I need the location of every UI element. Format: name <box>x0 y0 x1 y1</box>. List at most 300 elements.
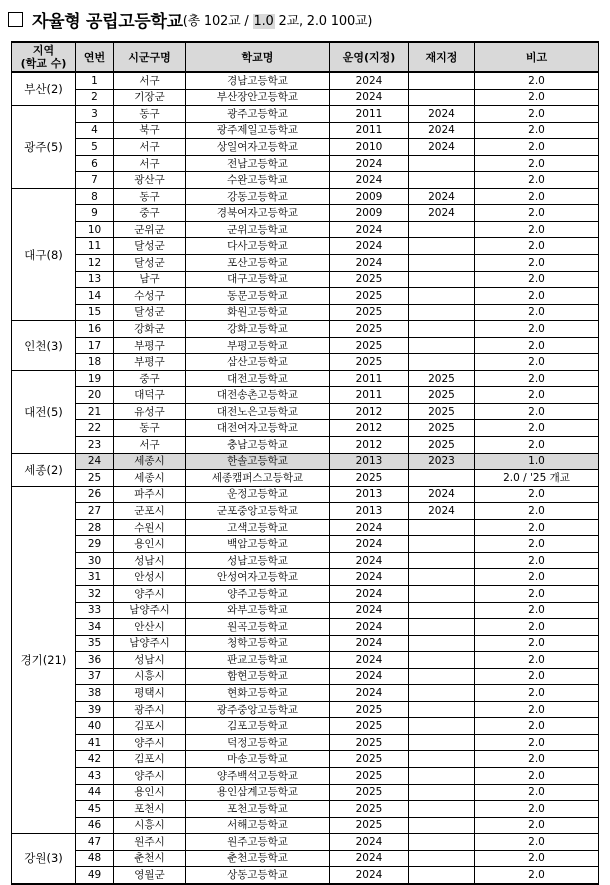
cell-district: 세종시 <box>114 453 186 470</box>
cell-school: 충남고등학교 <box>186 437 330 454</box>
table-row <box>12 701 599 718</box>
page-title <box>8 6 372 32</box>
cell-redesignation <box>409 337 475 354</box>
cell-redesignation <box>409 784 475 801</box>
cell-note: 2.0 <box>475 221 599 238</box>
table-row <box>12 304 599 321</box>
region-cell: 강원(3) <box>12 834 76 884</box>
cell-operation: 2024 <box>330 238 409 255</box>
cell-note: 2.0 <box>475 106 599 123</box>
cell-school: 군위고등학교 <box>186 221 330 238</box>
cell-note: 2.0 <box>475 321 599 338</box>
cell-no: 34 <box>76 619 114 636</box>
cell-operation: 2025 <box>330 354 409 371</box>
cell-note: 2.0 <box>475 304 599 321</box>
cell-district: 광주시 <box>114 701 186 718</box>
school-table <box>11 41 599 885</box>
cell-district: 서구 <box>114 155 186 172</box>
cell-note: 2.0 <box>475 668 599 685</box>
cell-redesignation <box>409 767 475 784</box>
cell-note: 2.0 <box>475 503 599 520</box>
cell-operation: 2009 <box>330 205 409 222</box>
cell-redesignation <box>409 751 475 768</box>
cell-note: 2.0 <box>475 486 599 503</box>
cell-district: 성남시 <box>114 552 186 569</box>
cell-school: 전남고등학교 <box>186 155 330 172</box>
table-row <box>12 784 599 801</box>
cell-redesignation <box>409 255 475 272</box>
table-row <box>12 503 599 520</box>
cell-note: 2.0 <box>475 734 599 751</box>
cell-operation: 2024 <box>330 552 409 569</box>
cell-district: 안성시 <box>114 569 186 586</box>
cell-note: 2.0 <box>475 370 599 387</box>
cell-note: 2.0 <box>475 188 599 205</box>
cell-school: 광주제일고등학교 <box>186 122 330 139</box>
cell-no: 14 <box>76 288 114 305</box>
header-school: 학교명 <box>186 42 330 72</box>
cell-redesignation <box>409 801 475 818</box>
cell-no: 21 <box>76 403 114 420</box>
cell-district: 달성군 <box>114 238 186 255</box>
cell-note: 2.0 <box>475 602 599 619</box>
cell-operation: 2024 <box>330 867 409 884</box>
cell-district: 서구 <box>114 72 186 89</box>
cell-no: 36 <box>76 652 114 669</box>
cell-no: 6 <box>76 155 114 172</box>
cell-note: 2.0 <box>475 619 599 636</box>
cell-operation: 2025 <box>330 321 409 338</box>
table-row <box>12 751 599 768</box>
cell-redesignation <box>409 271 475 288</box>
cell-operation: 2025 <box>330 271 409 288</box>
cell-redesignation <box>409 867 475 884</box>
cell-note: 2.0 <box>475 867 599 884</box>
cell-school: 청학고등학교 <box>186 635 330 652</box>
header-region: 지역 (학교 수) <box>12 42 76 72</box>
table-row <box>12 619 599 636</box>
region-cell: 인천(3) <box>12 321 76 371</box>
cell-operation: 2013 <box>330 486 409 503</box>
table-row <box>12 585 599 602</box>
cell-note: 2.0 <box>475 718 599 735</box>
cell-school: 광주중앙고등학교 <box>186 701 330 718</box>
cell-district: 달성군 <box>114 255 186 272</box>
cell-redesignation <box>409 321 475 338</box>
cell-school: 세종캠퍼스고등학교 <box>186 470 330 487</box>
cell-no: 43 <box>76 767 114 784</box>
cell-school: 대전여자고등학교 <box>186 420 330 437</box>
cell-note: 2.0 <box>475 420 599 437</box>
cell-school: 광주고등학교 <box>186 106 330 123</box>
cell-no: 19 <box>76 370 114 387</box>
cell-operation: 2009 <box>330 188 409 205</box>
cell-note: 2.0 <box>475 122 599 139</box>
cell-school: 용인삼계고등학교 <box>186 784 330 801</box>
cell-district: 수성구 <box>114 288 186 305</box>
header-no: 연번 <box>76 42 114 72</box>
cell-district: 시흥시 <box>114 817 186 834</box>
cell-operation: 2025 <box>330 337 409 354</box>
table-row <box>12 850 599 867</box>
table-row <box>12 867 599 884</box>
cell-operation: 2024 <box>330 536 409 553</box>
cell-school: 경남고등학교 <box>186 72 330 89</box>
table-row <box>12 569 599 586</box>
cell-redesignation <box>409 72 475 89</box>
table-row <box>12 205 599 222</box>
cell-school: 한솔고등학교 <box>186 453 330 470</box>
cell-redesignation <box>409 850 475 867</box>
table-row <box>12 536 599 553</box>
cell-note: 2.0 <box>475 784 599 801</box>
cell-operation: 2025 <box>330 751 409 768</box>
cell-note: 2.0 <box>475 834 599 851</box>
cell-school: 상동고등학교 <box>186 867 330 884</box>
cell-district: 파주시 <box>114 486 186 503</box>
cell-school: 경북여자고등학교 <box>186 205 330 222</box>
table-row <box>12 453 599 470</box>
cell-district: 남양주시 <box>114 602 186 619</box>
cell-note: 2.0 <box>475 585 599 602</box>
cell-district: 양주시 <box>114 585 186 602</box>
cell-note: 2.0 <box>475 635 599 652</box>
cell-note: 2.0 <box>475 652 599 669</box>
cell-school: 양주고등학교 <box>186 585 330 602</box>
cell-district: 강화군 <box>114 321 186 338</box>
cell-district: 안산시 <box>114 619 186 636</box>
table-row <box>12 354 599 371</box>
table-row <box>12 420 599 437</box>
cell-district: 남양주시 <box>114 635 186 652</box>
table-row <box>12 387 599 404</box>
cell-note: 2.0 <box>475 817 599 834</box>
cell-school: 현화고등학교 <box>186 685 330 702</box>
cell-school: 동문고등학교 <box>186 288 330 305</box>
cell-operation: 2024 <box>330 519 409 536</box>
cell-operation: 2024 <box>330 834 409 851</box>
cell-school: 원곡고등학교 <box>186 619 330 636</box>
cell-district: 김포시 <box>114 718 186 735</box>
cell-district: 달성군 <box>114 304 186 321</box>
cell-district: 군포시 <box>114 503 186 520</box>
cell-operation: 2024 <box>330 635 409 652</box>
table-row <box>12 519 599 536</box>
region-cell: 대구(8) <box>12 188 76 320</box>
header-redesignation: 재지정 <box>409 42 475 72</box>
cell-operation: 2024 <box>330 255 409 272</box>
cell-redesignation <box>409 536 475 553</box>
cell-district: 대덕구 <box>114 387 186 404</box>
cell-redesignation <box>409 519 475 536</box>
cell-no: 35 <box>76 635 114 652</box>
cell-school: 부산장안고등학교 <box>186 89 330 106</box>
cell-no: 17 <box>76 337 114 354</box>
cell-no: 25 <box>76 470 114 487</box>
cell-operation: 2024 <box>330 569 409 586</box>
title-main: 자율형 공립고등학교 <box>32 11 183 32</box>
cell-operation: 2024 <box>330 652 409 669</box>
table-row <box>12 734 599 751</box>
cell-no: 38 <box>76 685 114 702</box>
cell-school: 김포고등학교 <box>186 718 330 735</box>
cell-no: 12 <box>76 255 114 272</box>
cell-no: 48 <box>76 850 114 867</box>
region-cell: 대전(5) <box>12 370 76 453</box>
cell-redesignation <box>409 569 475 586</box>
cell-redesignation: 2025 <box>409 420 475 437</box>
cell-district: 세종시 <box>114 470 186 487</box>
cell-note: 2.0 <box>475 255 599 272</box>
cell-note: 1.0 <box>475 453 599 470</box>
region-cell: 부산(2) <box>12 72 76 106</box>
cell-no: 18 <box>76 354 114 371</box>
cell-operation: 2025 <box>330 288 409 305</box>
table-row <box>12 437 599 454</box>
cell-no: 49 <box>76 867 114 884</box>
cell-redesignation <box>409 585 475 602</box>
cell-district: 서구 <box>114 139 186 156</box>
table-row <box>12 470 599 487</box>
table-row <box>12 403 599 420</box>
table-row <box>12 767 599 784</box>
table-row <box>12 139 599 156</box>
cell-redesignation <box>409 304 475 321</box>
cell-no: 5 <box>76 139 114 156</box>
cell-operation: 2011 <box>330 122 409 139</box>
cell-redesignation: 2024 <box>409 106 475 123</box>
cell-district: 영월군 <box>114 867 186 884</box>
cell-no: 33 <box>76 602 114 619</box>
cell-no: 11 <box>76 238 114 255</box>
cell-operation: 2025 <box>330 718 409 735</box>
cell-operation: 2010 <box>330 139 409 156</box>
cell-note: 2.0 <box>475 751 599 768</box>
cell-note: 2.0 <box>475 72 599 89</box>
cell-district: 군위군 <box>114 221 186 238</box>
cell-district: 김포시 <box>114 751 186 768</box>
cell-redesignation <box>409 470 475 487</box>
cell-school: 원주고등학교 <box>186 834 330 851</box>
table-row <box>12 602 599 619</box>
table-row <box>12 155 599 172</box>
table-row <box>12 122 599 139</box>
cell-note: 2.0 <box>475 767 599 784</box>
cell-school: 백암고등학교 <box>186 536 330 553</box>
cell-operation: 2024 <box>330 172 409 189</box>
cell-redesignation <box>409 238 475 255</box>
cell-school: 상일여자고등학교 <box>186 139 330 156</box>
cell-district: 포천시 <box>114 801 186 818</box>
cell-note: 2.0 / '25 개교 <box>475 470 599 487</box>
cell-no: 47 <box>76 834 114 851</box>
cell-district: 북구 <box>114 122 186 139</box>
cell-no: 9 <box>76 205 114 222</box>
cell-redesignation <box>409 89 475 106</box>
cell-note: 2.0 <box>475 172 599 189</box>
cell-redesignation <box>409 221 475 238</box>
cell-note: 2.0 <box>475 354 599 371</box>
cell-note: 2.0 <box>475 519 599 536</box>
cell-district: 동구 <box>114 188 186 205</box>
cell-school: 군포중앙고등학교 <box>186 503 330 520</box>
cell-school: 강동고등학교 <box>186 188 330 205</box>
cell-operation: 2025 <box>330 304 409 321</box>
cell-district: 중구 <box>114 370 186 387</box>
cell-operation: 2024 <box>330 89 409 106</box>
table-row <box>12 172 599 189</box>
cell-note: 2.0 <box>475 536 599 553</box>
header-note: 비고 <box>475 42 599 72</box>
cell-no: 40 <box>76 718 114 735</box>
table-row <box>12 668 599 685</box>
cell-school: 마송고등학교 <box>186 751 330 768</box>
cell-note: 2.0 <box>475 850 599 867</box>
cell-operation: 2025 <box>330 734 409 751</box>
cell-no: 1 <box>76 72 114 89</box>
cell-district: 기장군 <box>114 89 186 106</box>
cell-operation: 2024 <box>330 850 409 867</box>
cell-district: 남구 <box>114 271 186 288</box>
table-row <box>12 370 599 387</box>
cell-redesignation: 2024 <box>409 486 475 503</box>
cell-school: 운정고등학교 <box>186 486 330 503</box>
cell-note: 2.0 <box>475 387 599 404</box>
cell-school: 대전노은고등학교 <box>186 403 330 420</box>
cell-note: 2.0 <box>475 569 599 586</box>
cell-operation: 2025 <box>330 701 409 718</box>
cell-note: 2.0 <box>475 155 599 172</box>
cell-no: 10 <box>76 221 114 238</box>
cell-school: 안성여자고등학교 <box>186 569 330 586</box>
cell-redesignation <box>409 701 475 718</box>
cell-no: 32 <box>76 585 114 602</box>
cell-redesignation: 2023 <box>409 453 475 470</box>
cell-operation: 2024 <box>330 72 409 89</box>
cell-no: 7 <box>76 172 114 189</box>
region-cell: 경기(21) <box>12 486 76 833</box>
cell-note: 2.0 <box>475 271 599 288</box>
cell-redesignation: 2024 <box>409 205 475 222</box>
cell-school: 삼산고등학교 <box>186 354 330 371</box>
checkbox-square-icon <box>8 12 23 27</box>
cell-redesignation <box>409 619 475 636</box>
cell-redesignation <box>409 668 475 685</box>
cell-district: 동구 <box>114 420 186 437</box>
cell-no: 26 <box>76 486 114 503</box>
cell-redesignation: 2025 <box>409 437 475 454</box>
cell-district: 원주시 <box>114 834 186 851</box>
cell-redesignation <box>409 155 475 172</box>
table-row <box>12 89 599 106</box>
cell-district: 서구 <box>114 437 186 454</box>
table-body <box>12 72 599 884</box>
cell-note: 2.0 <box>475 437 599 454</box>
cell-redesignation: 2025 <box>409 403 475 420</box>
cell-district: 시흥시 <box>114 668 186 685</box>
cell-district: 용인시 <box>114 536 186 553</box>
cell-no: 2 <box>76 89 114 106</box>
cell-note: 2.0 <box>475 337 599 354</box>
cell-operation: 2011 <box>330 106 409 123</box>
cell-school: 춘천고등학교 <box>186 850 330 867</box>
cell-school: 포천고등학교 <box>186 801 330 818</box>
table-row <box>12 238 599 255</box>
title-sub-prefix: (총 102교 / <box>182 13 253 29</box>
header-operation: 운영(지정) <box>330 42 409 72</box>
cell-operation: 2011 <box>330 370 409 387</box>
cell-operation: 2025 <box>330 784 409 801</box>
cell-no: 28 <box>76 519 114 536</box>
cell-redesignation <box>409 172 475 189</box>
cell-note: 2.0 <box>475 89 599 106</box>
table-row <box>12 106 599 123</box>
cell-school: 포산고등학교 <box>186 255 330 272</box>
cell-district: 중구 <box>114 205 186 222</box>
cell-school: 함현고등학교 <box>186 668 330 685</box>
table-row <box>12 72 599 89</box>
cell-operation: 2012 <box>330 403 409 420</box>
cell-no: 29 <box>76 536 114 553</box>
cell-operation: 2024 <box>330 602 409 619</box>
cell-school: 판교고등학교 <box>186 652 330 669</box>
table-row <box>12 486 599 503</box>
cell-no: 15 <box>76 304 114 321</box>
table-row <box>12 337 599 354</box>
cell-district: 동구 <box>114 106 186 123</box>
cell-school: 와부고등학교 <box>186 602 330 619</box>
cell-operation: 2025 <box>330 470 409 487</box>
cell-note: 2.0 <box>475 552 599 569</box>
table-row <box>12 271 599 288</box>
table-row <box>12 321 599 338</box>
cell-operation: 2025 <box>330 801 409 818</box>
cell-school: 성남고등학교 <box>186 552 330 569</box>
cell-school: 화원고등학교 <box>186 304 330 321</box>
cell-no: 39 <box>76 701 114 718</box>
cell-redesignation <box>409 652 475 669</box>
cell-no: 20 <box>76 387 114 404</box>
cell-operation: 2012 <box>330 420 409 437</box>
cell-no: 30 <box>76 552 114 569</box>
table-row <box>12 255 599 272</box>
cell-district: 평택시 <box>114 685 186 702</box>
cell-redesignation: 2024 <box>409 122 475 139</box>
cell-redesignation: 2024 <box>409 188 475 205</box>
cell-district: 양주시 <box>114 767 186 784</box>
cell-redesignation <box>409 552 475 569</box>
title-sub-suffix: 2교, 2.0 100교) <box>274 13 373 29</box>
cell-district: 춘천시 <box>114 850 186 867</box>
title-sub-highlight: 1.0 <box>253 13 274 29</box>
cell-district: 수원시 <box>114 519 186 536</box>
table-row <box>12 718 599 735</box>
cell-operation: 2013 <box>330 453 409 470</box>
cell-school: 대전송촌고등학교 <box>186 387 330 404</box>
cell-district: 부평구 <box>114 337 186 354</box>
cell-operation: 2024 <box>330 685 409 702</box>
cell-school: 대전고등학교 <box>186 370 330 387</box>
table-row <box>12 188 599 205</box>
cell-redesignation <box>409 685 475 702</box>
cell-note: 2.0 <box>475 403 599 420</box>
cell-redesignation <box>409 602 475 619</box>
cell-no: 42 <box>76 751 114 768</box>
cell-redesignation <box>409 288 475 305</box>
cell-operation: 2025 <box>330 767 409 784</box>
table-row <box>12 817 599 834</box>
cell-district: 성남시 <box>114 652 186 669</box>
